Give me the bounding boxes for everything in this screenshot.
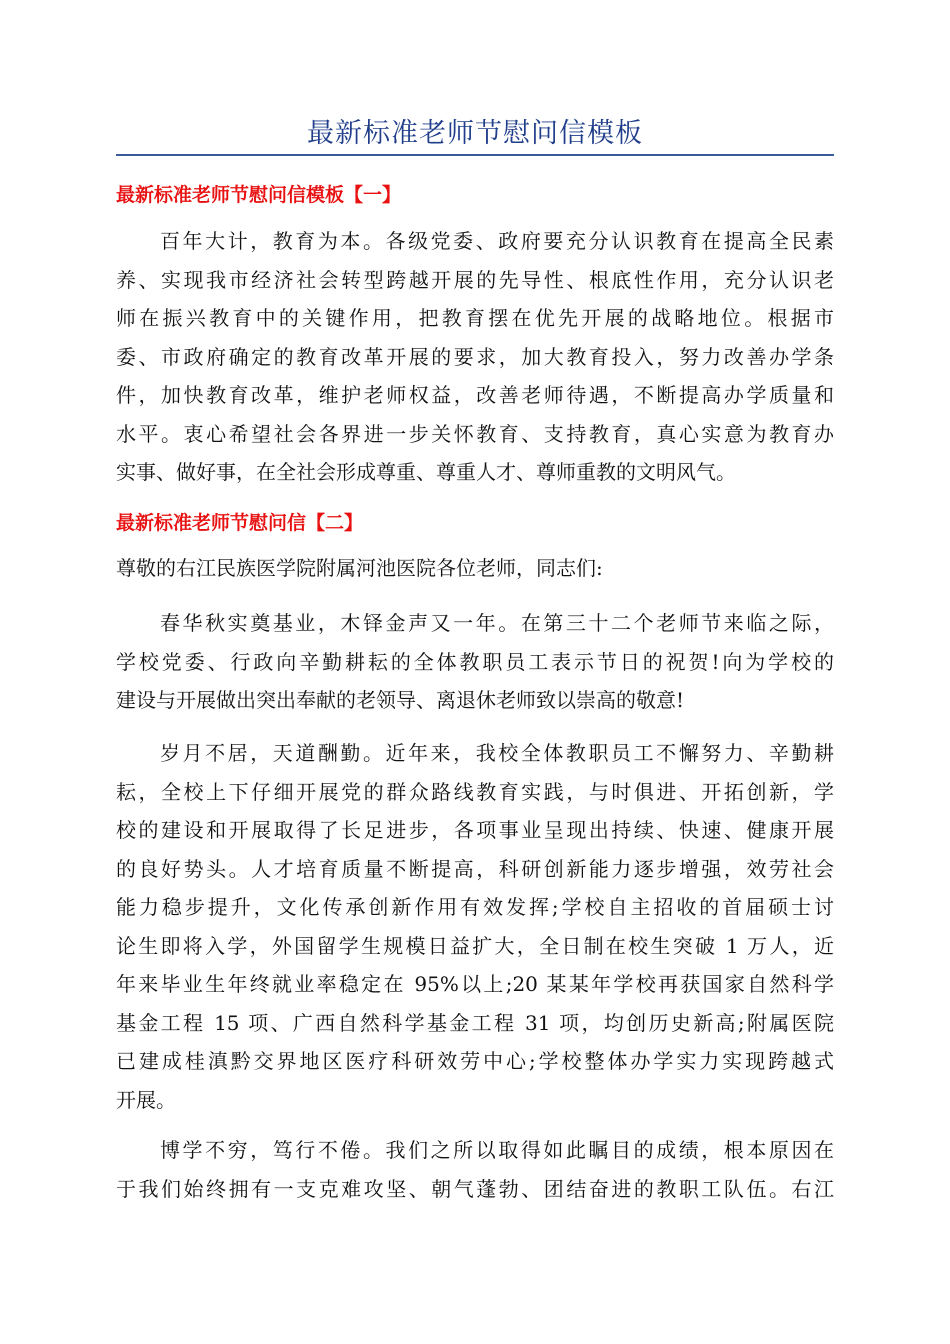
paragraph-line: 校的建设和开展取得了长足进步，各项事业呈现出持续、快速、健康开展 (116, 818, 834, 842)
paragraph-line: 春华秋实奠基业，木铎金声又一年。在第三十二个老师节来临之际， (160, 611, 834, 635)
paragraph-line: 养、实现我市经济社会转型跨越开展的先导性、根底性作用，充分认识老 (116, 267, 834, 292)
paragraph-line: 件，加快教育改革，维护老师权益，改善老师待遇，不断提高办学质量和 (116, 383, 834, 407)
paragraph-line: 岁月不居，天道酬勤。近年来，我校全体教职员工不懈努力、辛勤耕 (160, 741, 834, 765)
paragraph-line: 博学不穷，笃行不倦。我们之所以取得如此瞩目的成绩，根本原因在 (160, 1138, 834, 1162)
title-underline (116, 154, 834, 156)
paragraph-line: 论生即将入学，外国留学生规模日益扩大，全日制在校生突破 1 万人，近 (116, 933, 834, 958)
paragraph-line: 学校党委、行政向辛勤耕耘的全体教职员工表示节日的祝贺!向为学校的 (116, 649, 834, 674)
section2-paragraph-1 (116, 604, 834, 720)
document-title: 最新标准老师节慰问信模板 (307, 118, 643, 149)
paragraph-line: 已建成桂滇黔交界地区医疗科研效劳中心;学校整体办学实力实现跨越式 (116, 1049, 834, 1073)
paragraph-line: 的良好势头。人才培育质量不断提高，科研创新能力逐步增强，效劳社会 (116, 856, 834, 881)
paragraph-line: 实事、做好事，在全社会形成尊重、尊重人才、尊师重教的文明风气。 (116, 460, 736, 484)
salutation (116, 549, 834, 588)
paragraph-line: 百年大计，教育为本。各级党委、政府要充分认识教育在提高全民素 (160, 229, 834, 253)
paragraph-line: 年来毕业生年终就业率稳定在 95%以上;20 某某年学校再获国家自然科学 (116, 972, 834, 996)
section-heading-2: 最新标准老师节慰问信【二】 (116, 512, 364, 534)
paragraph-line: 委、市政府确定的教育改革开展的要求，加大教育投入，努力改善办学条 (116, 344, 834, 369)
paragraph-line: 基金工程 15 项、广西自然科学基金工程 31 项，均创历史新高;附属医院 (116, 1010, 834, 1035)
section-heading-1: 最新标准老师节慰问信模板【一】 (116, 184, 402, 206)
paragraph-line: 于我们始终拥有一支克难攻坚、朝气蓬勃、团结奋进的教职工队伍。右江 (116, 1176, 834, 1201)
paragraph-line: 开展。 (116, 1087, 176, 1112)
section2-paragraph-2 (116, 734, 834, 1119)
paragraph-line: 师在振兴教育中的关键作用，把教育摆在优先开展的战略地位。根据市 (116, 306, 834, 330)
paragraph-line: 能力稳步提升，文化传承创新作用有效发挥;学校自主招收的首届硕士讨 (116, 895, 834, 919)
paragraph-line: 耘，全校上下仔细开展党的群众路线教育实践，与时俱进、开拓创新，学 (116, 779, 834, 804)
section1-paragraph (116, 222, 834, 492)
paragraph-line: 水平。衷心希望社会各界进一步关怀教育、支持教育，真心实意为教育办 (116, 421, 834, 446)
paragraph-line: 建设与开展做出突出奉献的老领导、离退休老师致以崇高的敬意! (116, 688, 685, 712)
section2-paragraph-3 (116, 1131, 834, 1208)
salutation-line: 尊敬的右江民族医学院附属河池医院各位老师，同志们: (116, 556, 603, 580)
document-page (116, 0, 834, 1201)
